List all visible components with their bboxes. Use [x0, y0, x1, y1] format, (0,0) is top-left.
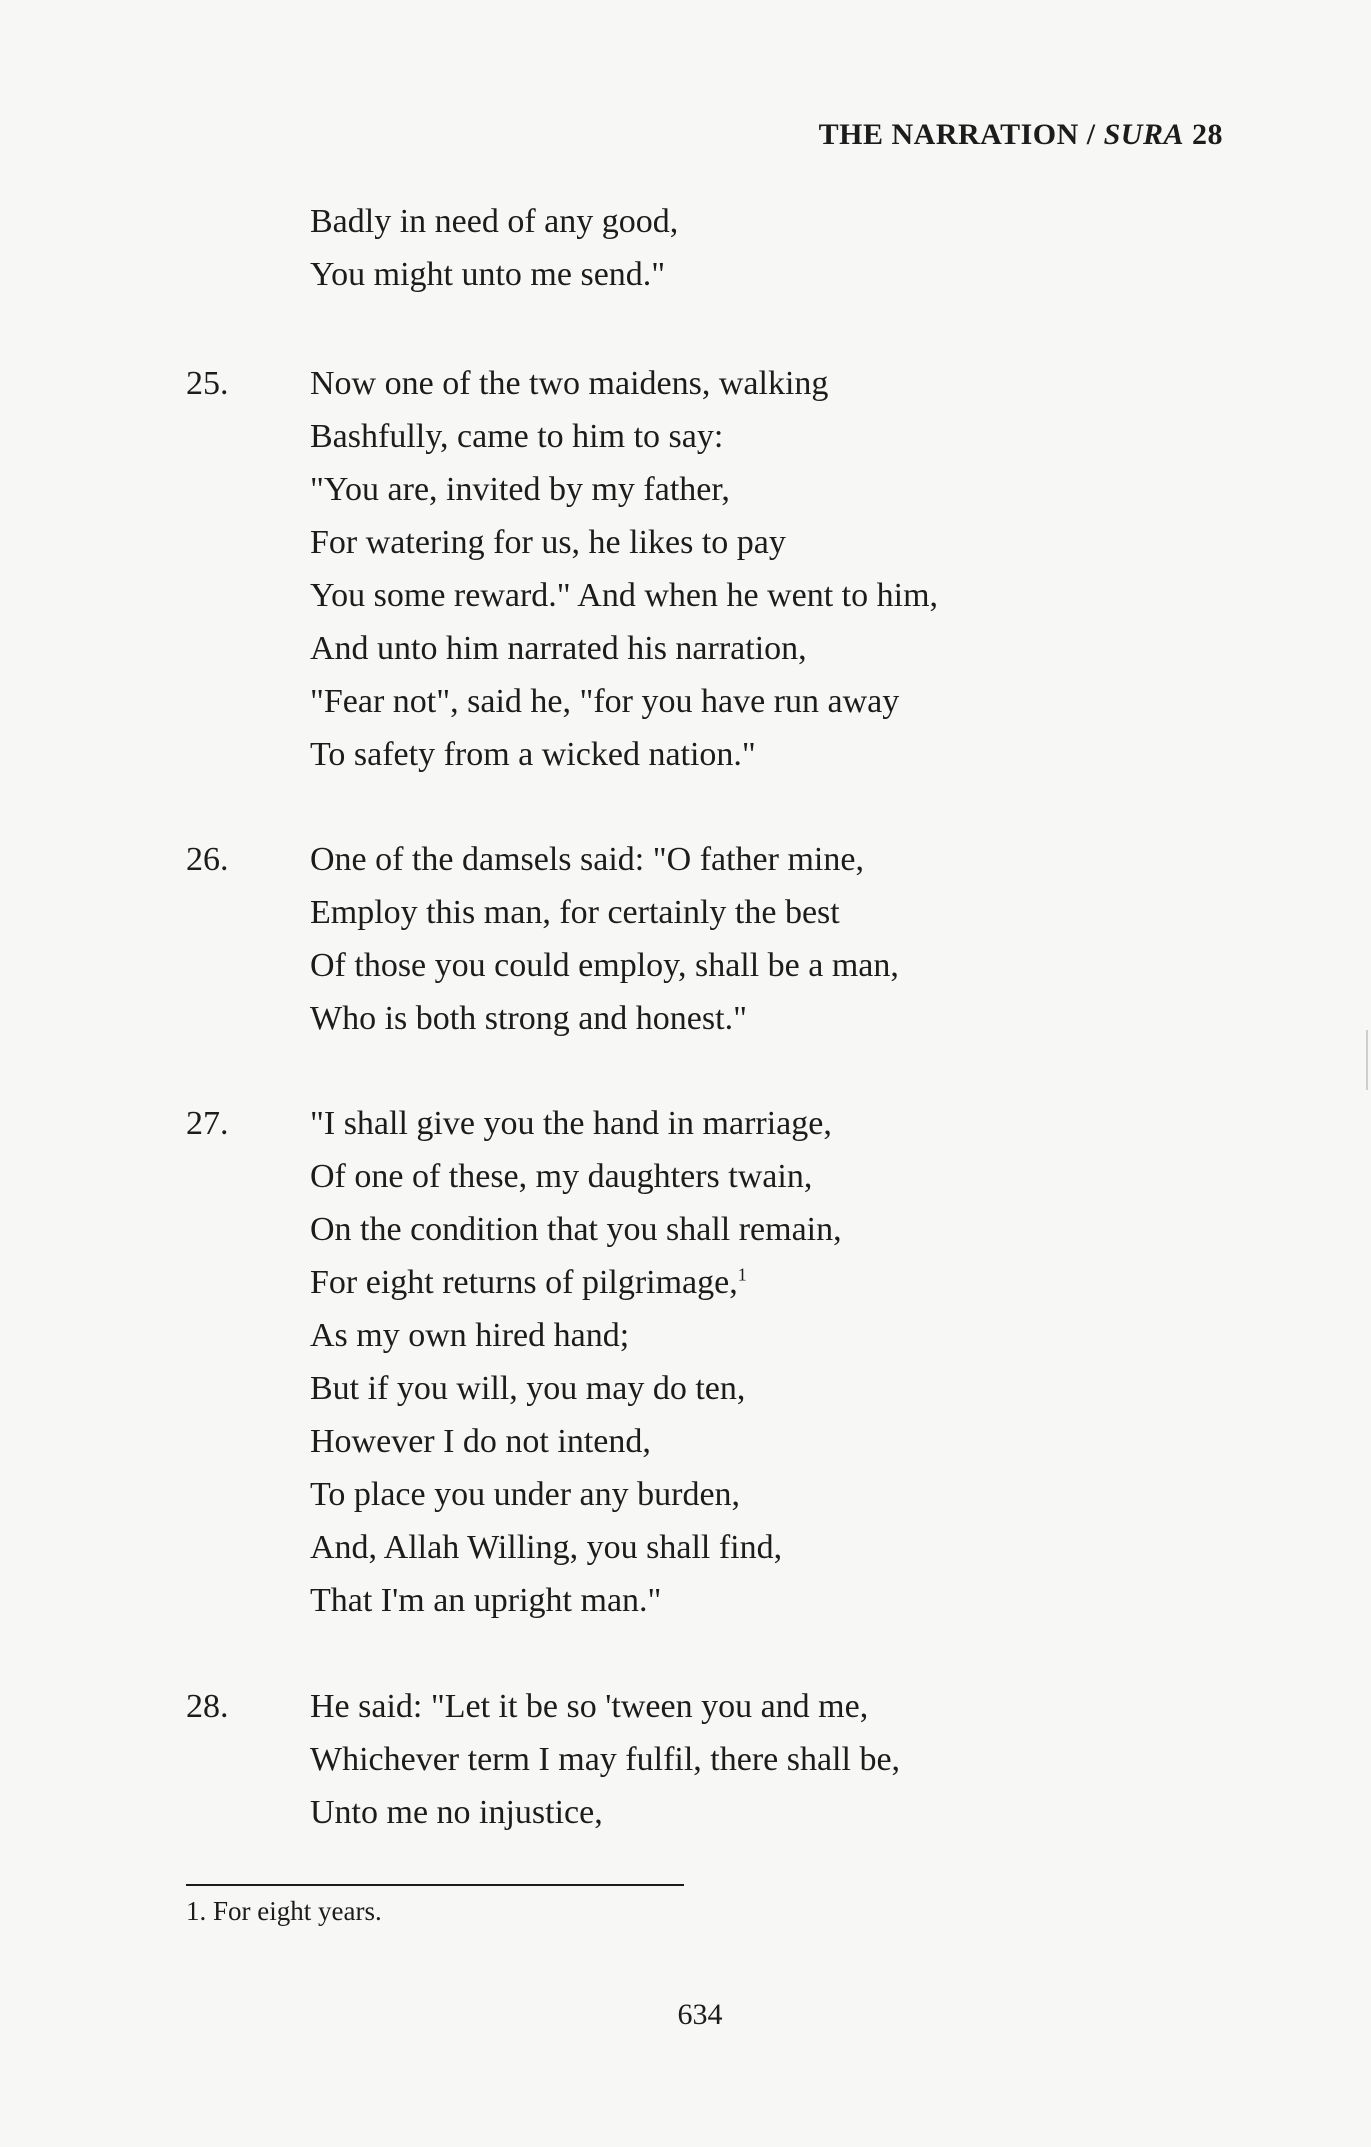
verse-line: "I shall give you the hand in marriage, — [310, 1105, 832, 1142]
verse-line: You might unto me send." — [310, 256, 666, 293]
running-head-sura-number: 28 — [1184, 118, 1223, 151]
verse-line: To safety from a wicked nation." — [310, 736, 756, 773]
page-number: 634 — [677, 1998, 723, 2031]
verse-line-text: For eight returns of pilgrimage, — [310, 1264, 738, 1301]
verse-line: And unto him narrated his narration, — [310, 630, 807, 667]
verse-line: However I do not intend, — [310, 1423, 651, 1460]
verse-line: Whichever term I may fulfil, there shall be, — [310, 1741, 901, 1778]
running-head — [819, 118, 1223, 152]
verse-line: "Fear not", said he, "for you have run away — [310, 683, 900, 720]
verse-line: That I'm an upright man." — [310, 1582, 662, 1619]
verse-line-with-footnote — [310, 1256, 842, 1309]
running-head-title: THE NARRATION / — [818, 118, 1104, 151]
verse-lines — [310, 1097, 842, 1627]
verse-line: On the condition that you shall remain, — [310, 1211, 842, 1248]
verse-number: 27. — [186, 1105, 229, 1142]
verse-number: 28. — [186, 1688, 229, 1725]
verse-line: "You are, invited by my father, — [310, 471, 730, 508]
verse-line: And, Allah Willing, you shall find, — [310, 1529, 783, 1566]
verse-number: 26. — [186, 841, 229, 878]
verse-line: But if you will, you may do ten, — [310, 1370, 746, 1407]
verse-line: Of those you could employ, shall be a man, — [310, 947, 899, 984]
verse-line: As my own hired hand; — [310, 1317, 630, 1354]
verse-line: Unto me no injustice, — [310, 1794, 603, 1831]
verse-line: Who is both strong and honest." — [310, 1000, 747, 1037]
verse-line: One of the damsels said: "O father mine, — [310, 841, 864, 878]
verse-line: Now one of the two maidens, walking — [310, 365, 829, 402]
footnote-reference: 1 — [737, 1264, 747, 1285]
running-head-sura-label: SURA — [1103, 118, 1184, 151]
verse-line: To place you under any burden, — [310, 1476, 741, 1513]
verse-line: Employ this man, for certainly the best — [310, 894, 840, 931]
verse-lines — [310, 1680, 900, 1839]
footnote-divider — [186, 1884, 684, 1886]
footnote: 1. For eight years. — [186, 1896, 382, 1926]
verse-line: Bashfully, came to him to say: — [310, 418, 724, 455]
verse-line: For watering for us, he likes to pay — [310, 524, 786, 561]
verse-lines — [310, 357, 938, 781]
verse-line: He said: "Let it be so 'tween you and me, — [310, 1688, 869, 1725]
verse-number: 25. — [186, 365, 229, 402]
verse-line: Badly in need of any good, — [310, 203, 679, 240]
verse-line: Of one of these, my daughters twain, — [310, 1158, 813, 1195]
scan-edge-mark — [1366, 1030, 1368, 1090]
verse-lines — [310, 833, 899, 1045]
verse-lines — [310, 195, 678, 301]
verse-line: You some reward." And when he went to him, — [310, 577, 939, 614]
